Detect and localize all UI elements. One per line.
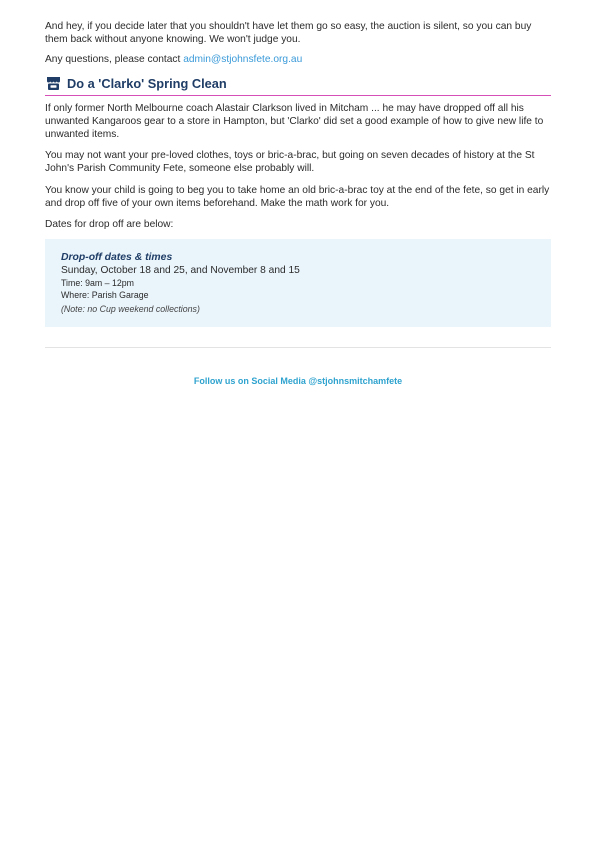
- dropoff-time: Time: 9am – 12pm: [61, 278, 135, 289]
- newsletter-page: [45, 20, 551, 386]
- dropoff-info-box: [45, 239, 551, 327]
- dropoff-title: Drop-off dates & times: [61, 252, 173, 264]
- dropoff-dates: Sunday, October 18 and 25, and November 8 and 15: [61, 265, 300, 277]
- section-paragraph-3: You know your child is going to beg you to take home an old bric-a-brac toy at the end of the fete, so get in early and drop off five of your own items beforehand. Make the math work for you.: [45, 184, 550, 209]
- section-paragraph-4: Dates for drop off are below:: [45, 219, 174, 231]
- contact-email-link[interactable]: admin@stjohnsfete.org.au: [183, 54, 303, 66]
- section-title: Do a 'Clarko' Spring Clean: [67, 75, 227, 91]
- section-heading: [45, 75, 551, 96]
- section-body: [45, 102, 551, 232]
- section-paragraph-2: You may not want your pre-loved clothes, toys or bric-a-brac, but going on seven decades of history at the St John's Parish Community Fete, someone else probably will.: [45, 150, 535, 175]
- store-icon: [45, 75, 62, 92]
- social-media-footer[interactable]: Follow us on Social Media @stjohnsmitchamfete: [193, 376, 403, 387]
- section-paragraph-1: If only former North Melbourne coach Alastair Clarkson lived in Mitcham ... he may have dropped off all his unwanted Kangaroos gear to a store in Hampton, but 'Clarko' did set a good example of how to give new life to unwanted items.: [45, 102, 544, 141]
- dropoff-location: Where: Parish Garage: [61, 290, 149, 301]
- contact-prefix: Any questions, please contact: [45, 54, 184, 66]
- dropoff-note: (Note: no Cup weekend collections): [61, 304, 200, 315]
- intro-paragraph: And hey, if you decide later that you shouldn't have let them go so easy, the auction is silent, so you can buy them back without anyone knowing. We won't judge you.: [45, 21, 532, 46]
- footer-divider: [45, 347, 551, 348]
- contact-line: [45, 53, 551, 66]
